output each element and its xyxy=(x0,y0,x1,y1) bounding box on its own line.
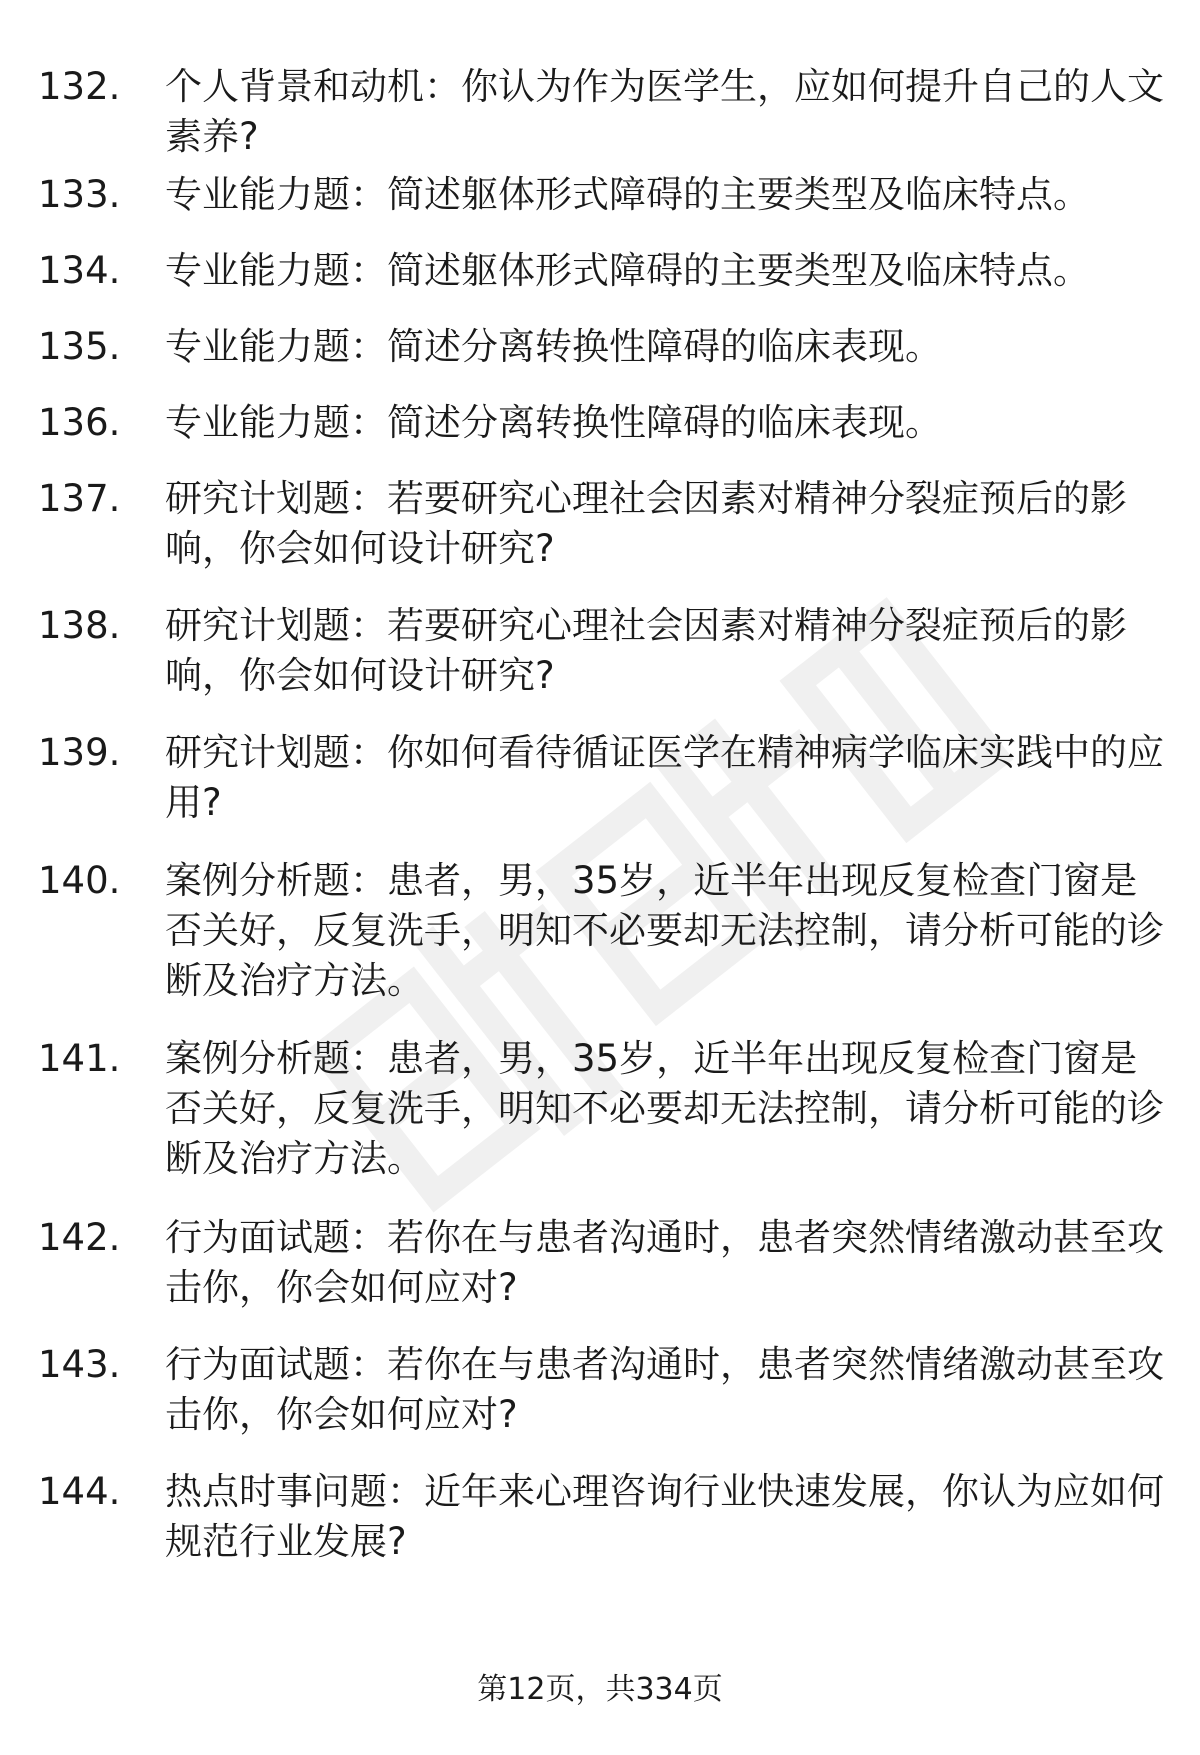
page-footer xyxy=(0,1670,1200,1710)
question-text: 行为面试题：若你在与患者沟通时，患者突然情绪激动甚至攻击你，你会如何应对? xyxy=(165,1343,1164,1436)
question-text: 行为面试题：若你在与患者沟通时，患者突然情绪激动甚至攻击你，你会如何应对? xyxy=(165,1216,1164,1309)
question-number: 142. xyxy=(38,1216,121,1259)
question-text: 研究计划题：你如何看待循证医学在精神病学临床实践中的应用? xyxy=(165,731,1164,824)
question-text: 热点时事问题：近年来心理咨询行业快速发展，你认为应如何规范行业发展? xyxy=(165,1470,1164,1563)
question-number: 143. xyxy=(38,1343,121,1386)
question-number: 137. xyxy=(38,477,121,520)
question-text: 案例分析题：患者，男，35岁，近半年出现反复检查门窗是否关好，反复洗手，明知不必要却无法控制，请分析可能的诊断及治疗方法。 xyxy=(165,1037,1164,1180)
question-text: 专业能力题：简述分离转换性障碍的临床表现。 xyxy=(165,325,942,368)
question-number: 136. xyxy=(38,401,121,444)
question-item xyxy=(38,601,1168,701)
question-text: 专业能力题：简述分离转换性障碍的临床表现。 xyxy=(165,401,942,444)
question-item xyxy=(38,170,1168,220)
question-item xyxy=(38,246,1168,296)
question-item xyxy=(38,1213,1168,1313)
question-text: 个人背景和动机：你认为作为医学生，应如何提升自己的人文素养? xyxy=(165,65,1164,158)
question-number: 139. xyxy=(38,731,121,774)
question-item xyxy=(38,398,1168,448)
question-text: 研究计划题：若要研究心理社会因素对精神分裂症预后的影响，你会如何设计研究? xyxy=(165,477,1127,570)
question-item xyxy=(38,474,1168,574)
question-number: 144. xyxy=(38,1470,121,1513)
page-info: 第12页，共334页 xyxy=(477,1672,723,1707)
question-number: 138. xyxy=(38,604,121,647)
question-number: 141. xyxy=(38,1037,121,1080)
question-number: 134. xyxy=(38,249,121,292)
question-number: 135. xyxy=(38,325,121,368)
question-item xyxy=(38,1034,1168,1184)
question-item xyxy=(38,62,1168,162)
question-number: 133. xyxy=(38,173,121,216)
question-number: 132. xyxy=(38,65,121,108)
question-item xyxy=(38,728,1168,828)
question-item xyxy=(38,322,1168,372)
question-text: 研究计划题：若要研究心理社会因素对精神分裂症预后的影响，你会如何设计研究? xyxy=(165,604,1127,697)
question-text: 专业能力题：简述躯体形式障碍的主要类型及临床特点。 xyxy=(165,173,1090,216)
question-item xyxy=(38,856,1168,1006)
question-item xyxy=(38,1340,1168,1440)
question-text: 专业能力题：简述躯体形式障碍的主要类型及临床特点。 xyxy=(165,249,1090,292)
question-number: 140. xyxy=(38,859,121,902)
question-item xyxy=(38,1467,1168,1567)
question-text: 案例分析题：患者，男，35岁，近半年出现反复检查门窗是否关好，反复洗手，明知不必要却无法控制，请分析可能的诊断及治疗方法。 xyxy=(165,859,1164,1002)
